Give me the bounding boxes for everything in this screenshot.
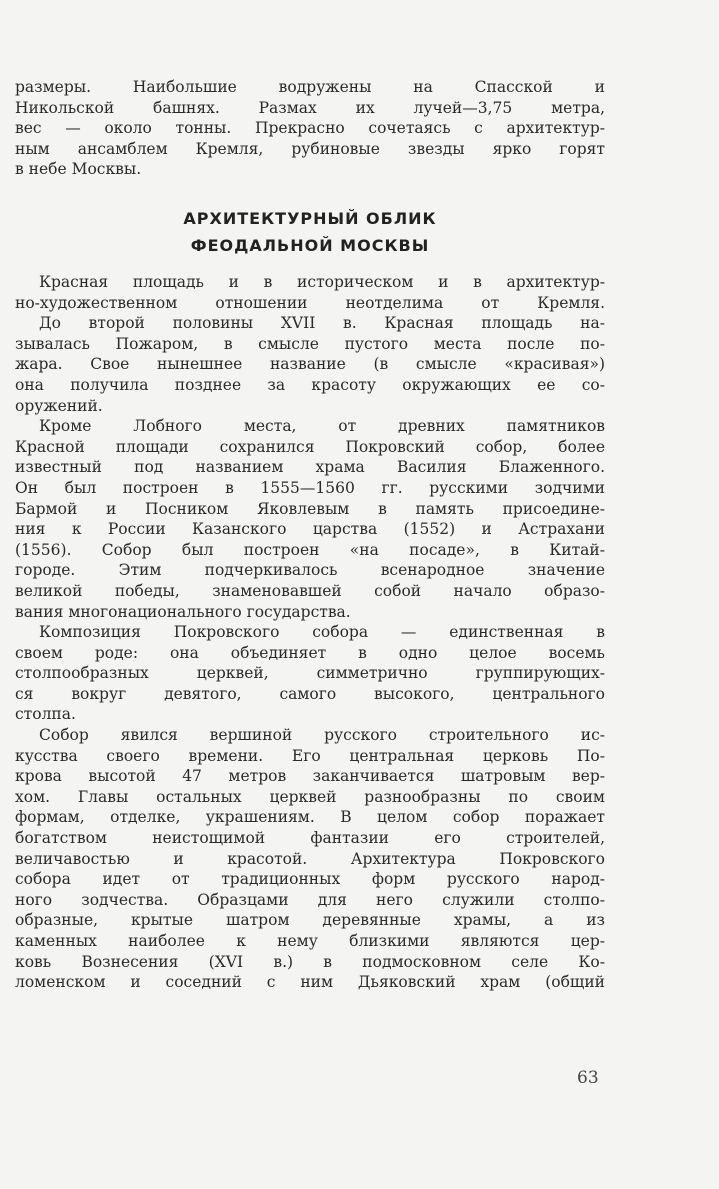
text-line: Красной площади сохранился Покровский собор, более: [15, 437, 605, 456]
text-line: собора идет от традиционных форм русского народ-: [15, 870, 605, 889]
text-line: городе. Этим подчеркивалось всенародное значение: [15, 561, 605, 580]
page-number: 63: [577, 1068, 599, 1088]
text-line: вания многонационального государства.: [15, 602, 351, 621]
text-line: жара. Свое нынешнее название (в смысле «красивая»): [15, 355, 605, 374]
text-line: размеры. Наибольшие водружены на Спасской и: [15, 78, 605, 96]
text-line: вес — около тонны. Прекрасно сочетаясь с архитектур-: [15, 119, 605, 138]
text-line: но-художественном отношении неотделима от Кремля.: [15, 293, 605, 312]
text-line: ния к России Казанского царства (1552) и Астрахани: [15, 520, 605, 539]
text-line: До второй половины XVII в. Красная площадь на-: [39, 314, 605, 333]
text-line: формам, отделке, украшениям. В целом собор поражает: [15, 808, 605, 827]
text-line: столпообразных церквей, симметрично группирующих-: [15, 664, 605, 683]
text-line: ного зодчества. Образцами для него служили столпо-: [15, 890, 605, 909]
text-line: великой победы, знаменовавшей собой начало образо-: [15, 581, 605, 600]
text-line: кусства своего времени. Его центральная церковь По-: [15, 746, 605, 765]
text-line: хом. Главы остальных церквей разнообразны по своим: [15, 787, 605, 806]
text-line: оружений.: [15, 396, 103, 415]
text-line: Композиция Покровского собора — единственная в: [39, 623, 605, 642]
text-line: Бармой и Посником Яковлевым в память присоедине-: [15, 499, 605, 518]
body-text: [15, 272, 605, 993]
text-line: Кроме Лобного места, от древних памятников: [39, 417, 605, 436]
text-line: ся вокруг девятого, самого высокого, центрального: [15, 684, 605, 703]
text-line: каменных наиболее к нему близкими являются цер-: [15, 932, 605, 950]
text-line: Он был построен в 1555—1560 гг. русскими зодчими: [15, 478, 605, 497]
text-line: ным ансамблем Кремля, рубиновые звезды ярко горят: [15, 139, 605, 158]
text-line: известный под названием храма Василия Блаженного.: [15, 458, 605, 477]
text-line: (1556). Собор был построен «на посаде», в Китай-: [15, 540, 605, 559]
text-line: Никольской башнях. Размах их лучей—3,75 метра,: [15, 98, 605, 117]
section-heading-line-2: ФЕОДАЛЬНОЙ МОСКВЫ: [190, 236, 430, 255]
text-line: ковь Вознесения (XVI в.) в подмосковном селе Ко-: [15, 952, 605, 971]
intro-paragraph: [15, 77, 605, 180]
text-line: своем роде: она объединяет в одно целое восемь: [15, 643, 605, 662]
text-line: Красная площадь и в историческом и в архитектур-: [39, 273, 605, 291]
text-line: в небе Москвы.: [15, 160, 142, 179]
text-line: ломенском и соседний с ним Дьяковский храм (общий: [15, 973, 605, 992]
text-line: Собор явился вершиной русского строительного ис-: [39, 726, 605, 745]
text-line: богатством неистощимой фантазии его строителей,: [15, 829, 605, 848]
text-line: образные, крытые шатром деревянные храмы, а из: [15, 911, 605, 930]
text-line: величавостью и красотой. Архитектура Покровского: [15, 849, 605, 868]
text-line: зывалась Пожаром, в смысле пустого места после по-: [15, 334, 605, 353]
text-line: крова высотой 47 метров заканчивается шатровым вер-: [15, 767, 605, 786]
section-heading-line-1: АРХИТЕКТУРНЫЙ ОБЛИК: [183, 209, 437, 228]
text-line: столпа.: [15, 705, 76, 724]
text-line: она получила позднее за красоту окружающих ее со-: [15, 375, 605, 394]
